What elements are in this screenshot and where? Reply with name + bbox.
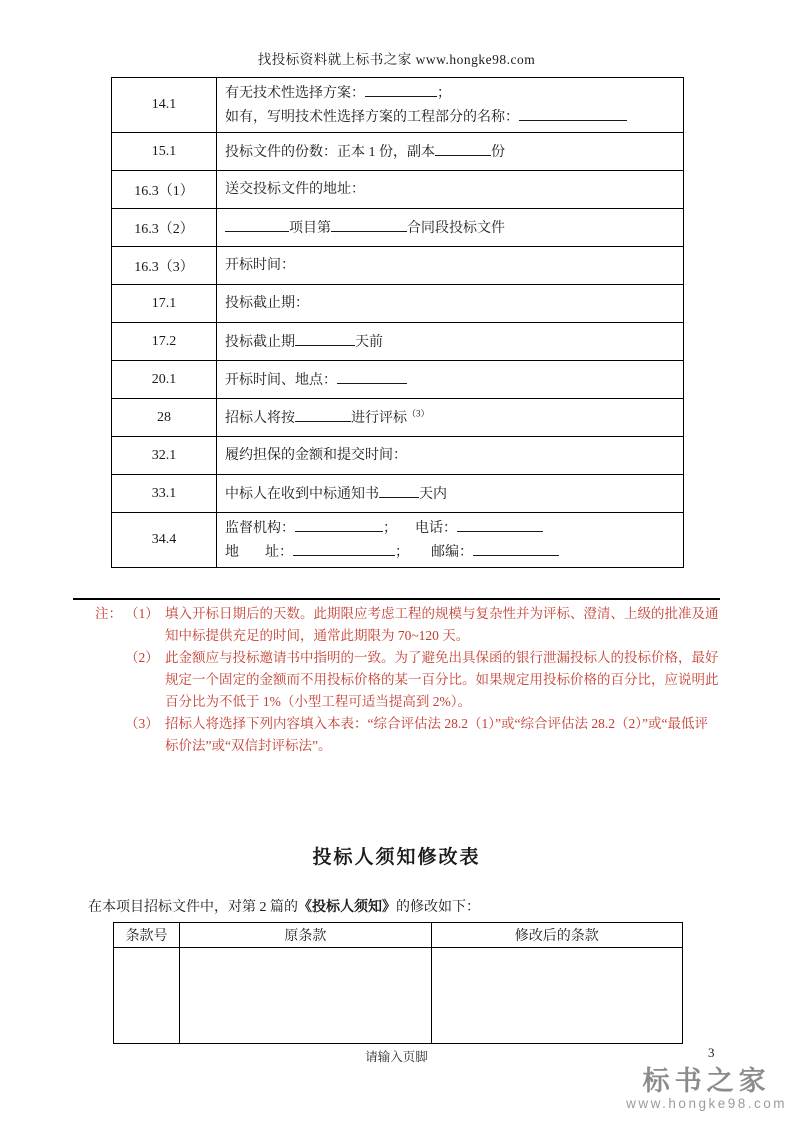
cell-text: 份 bbox=[491, 144, 505, 160]
conditions-row bbox=[112, 361, 684, 399]
clause-number: 16.3（1） bbox=[112, 171, 217, 209]
clause-content bbox=[217, 437, 684, 475]
conditions-row bbox=[112, 399, 684, 437]
cell-text: 招标人将按 bbox=[225, 410, 295, 426]
note-label: 注： bbox=[95, 606, 122, 621]
cell-text: 送交投标文件的地址： bbox=[225, 181, 365, 197]
fill-in-blank-line bbox=[295, 406, 351, 422]
clause-content bbox=[217, 285, 684, 323]
modification-cell bbox=[431, 948, 682, 1044]
conditions-row bbox=[112, 323, 684, 361]
conditions-row bbox=[112, 513, 684, 568]
cell-text: 址： bbox=[265, 545, 293, 560]
clause-content-line bbox=[225, 216, 675, 240]
notes-section bbox=[95, 603, 721, 757]
modification-column-header: 修改后的条款 bbox=[431, 923, 682, 948]
conditions-row bbox=[112, 209, 684, 247]
clause-content-line bbox=[225, 81, 675, 105]
note-text: 招标人将选择下列内容填入本表：“综合评估法 28.2（1）”或“综合评估法 28.2（2）”或“最低评标价法”或“双信封评标法”。 bbox=[165, 716, 708, 753]
cell-text: ； bbox=[395, 545, 409, 560]
fill-in-blank-line bbox=[473, 540, 559, 556]
cell-text: 履约担保的金额和提交时间： bbox=[225, 447, 407, 463]
page-header bbox=[0, 48, 793, 68]
modification-table-header-row bbox=[114, 923, 683, 948]
clause-content-line bbox=[225, 330, 675, 354]
watermark-name: 标书之家 bbox=[642, 1066, 771, 1096]
clause-number: 17.1 bbox=[112, 285, 217, 323]
cell-text: 地 bbox=[225, 545, 239, 560]
cell-text: 有无技术性选择方案： bbox=[225, 86, 365, 101]
fill-in-blank-line bbox=[225, 216, 289, 232]
modification-empty-row bbox=[114, 948, 683, 1044]
clause-number: 32.1 bbox=[112, 437, 217, 475]
fill-in-blank-line bbox=[331, 216, 407, 232]
conditions-row bbox=[112, 78, 684, 133]
fill-in-blank-line bbox=[295, 330, 355, 346]
watermark-url: www.hongke98.com bbox=[626, 1096, 787, 1111]
modification-cell bbox=[180, 948, 431, 1044]
clause-content bbox=[217, 133, 684, 171]
clause-content-line bbox=[225, 255, 675, 277]
note-text: 填入开标日期后的天数。此期限应考虑工程的规模与复杂性并为评标、澄清、上级的批准及通知中标提供充足的时间，通常此期限为 70~120 天。 bbox=[165, 606, 719, 643]
note-number: （1） bbox=[125, 606, 159, 621]
cell-text: 邮编： bbox=[431, 545, 473, 560]
modification-table bbox=[113, 922, 683, 1044]
cell-text: ； bbox=[437, 86, 451, 101]
clause-content bbox=[217, 475, 684, 513]
cell-text: 中标人在收到中标通知书 bbox=[225, 486, 379, 502]
clause-content-line bbox=[225, 406, 675, 430]
fill-in-blank-line bbox=[435, 140, 491, 156]
cell-text: 投标截止期： bbox=[225, 295, 309, 311]
fill-in-blank-line bbox=[379, 482, 419, 498]
cell-text: 投标文件的份数：正本 1 份，副本 bbox=[225, 144, 435, 160]
cell-text: 开标时间： bbox=[225, 257, 295, 273]
intro-text-bold: 《投标人须知》 bbox=[298, 900, 396, 915]
bid-conditions-table bbox=[111, 77, 684, 568]
cell-text: 合同段投标文件 bbox=[407, 220, 505, 236]
clause-content bbox=[217, 171, 684, 209]
intro-text-post: 的修改如下： bbox=[396, 900, 480, 915]
conditions-row bbox=[112, 171, 684, 209]
cell-text: 天内 bbox=[419, 486, 447, 502]
cell-text: 进行评标 bbox=[351, 410, 407, 426]
note-label bbox=[95, 713, 125, 757]
note-text: 此金额应与投标邀请书中指明的一致。为了避免出具保函的银行泄漏投标人的投标价格，最好规定一个固定的金额而不用投标价格的某一百分比。如果规定用投标价格的百分比，应说明此百分比为不低于 1%（小型工程可适当提高到 2%）。 bbox=[165, 650, 719, 709]
modification-column-header: 原条款 bbox=[180, 923, 431, 948]
note-number: （3） bbox=[125, 716, 159, 731]
intro-text-pre: 在本项目招标文件中，对第 2 篇的 bbox=[88, 900, 298, 915]
note-number: （2） bbox=[125, 650, 159, 665]
fill-in-blank-line bbox=[295, 516, 383, 532]
clause-content-line bbox=[225, 179, 675, 201]
clause-content-line bbox=[225, 516, 675, 540]
cell-text: 项目第 bbox=[289, 220, 331, 236]
modification-cell bbox=[114, 948, 180, 1044]
note-item bbox=[95, 713, 721, 757]
fill-in-blank-line bbox=[519, 105, 627, 121]
note-item bbox=[95, 603, 721, 647]
fill-in-blank-line bbox=[293, 540, 395, 556]
clause-number: 15.1 bbox=[112, 133, 217, 171]
cell-text: 如有，写明技术性选择方案的工程部分的名称： bbox=[225, 110, 519, 125]
clause-number: 28 bbox=[112, 399, 217, 437]
clause-number: 14.1 bbox=[112, 78, 217, 133]
conditions-row bbox=[112, 475, 684, 513]
conditions-row bbox=[112, 133, 684, 171]
notes-divider-line bbox=[73, 598, 720, 600]
conditions-row bbox=[112, 247, 684, 285]
clause-content bbox=[217, 399, 684, 437]
watermark-logo bbox=[626, 1066, 787, 1112]
clause-content-line bbox=[225, 293, 675, 315]
clause-number: 16.3（2） bbox=[112, 209, 217, 247]
modification-intro bbox=[88, 896, 480, 916]
note-label bbox=[95, 647, 125, 713]
fill-in-blank-line bbox=[365, 81, 437, 97]
cell-text: 开标时间、地点： bbox=[225, 372, 337, 388]
fill-in-blank-line bbox=[457, 516, 543, 532]
clause-number: 33.1 bbox=[112, 475, 217, 513]
clause-number: 34.4 bbox=[112, 513, 217, 568]
clause-content bbox=[217, 513, 684, 568]
clause-content bbox=[217, 78, 684, 133]
fill-in-blank-line bbox=[337, 368, 407, 384]
cell-text: 监督机构： bbox=[225, 521, 295, 536]
clause-content bbox=[217, 209, 684, 247]
cell-text: ； bbox=[383, 521, 397, 536]
clause-content-line bbox=[225, 105, 675, 129]
conditions-row bbox=[112, 285, 684, 323]
cell-text: 天前 bbox=[355, 334, 383, 350]
note-reference-superscript: （3） bbox=[407, 407, 430, 418]
modification-column-header: 条款号 bbox=[114, 923, 180, 948]
clause-content-line bbox=[225, 540, 675, 564]
footer-placeholder: 请输入页脚 bbox=[365, 1050, 428, 1064]
cell-text: 电话： bbox=[415, 521, 457, 536]
cell-text: 投标截止期 bbox=[225, 334, 295, 350]
clause-content-line bbox=[225, 482, 675, 506]
note-item bbox=[95, 647, 721, 713]
clause-content bbox=[217, 323, 684, 361]
clause-number: 17.2 bbox=[112, 323, 217, 361]
clause-number: 16.3（3） bbox=[112, 247, 217, 285]
conditions-row bbox=[112, 437, 684, 475]
page-number: 3 bbox=[708, 1045, 715, 1060]
header-site-text: 找投标资料就上标书之家 www.hongke98.com bbox=[257, 52, 536, 67]
section-title: 投标人须知修改表 bbox=[312, 847, 481, 868]
clause-number: 20.1 bbox=[112, 361, 217, 399]
clause-content-line bbox=[225, 445, 675, 467]
clause-content bbox=[217, 247, 684, 285]
clause-content-line bbox=[225, 368, 675, 392]
clause-content-line bbox=[225, 140, 675, 164]
clause-content bbox=[217, 361, 684, 399]
